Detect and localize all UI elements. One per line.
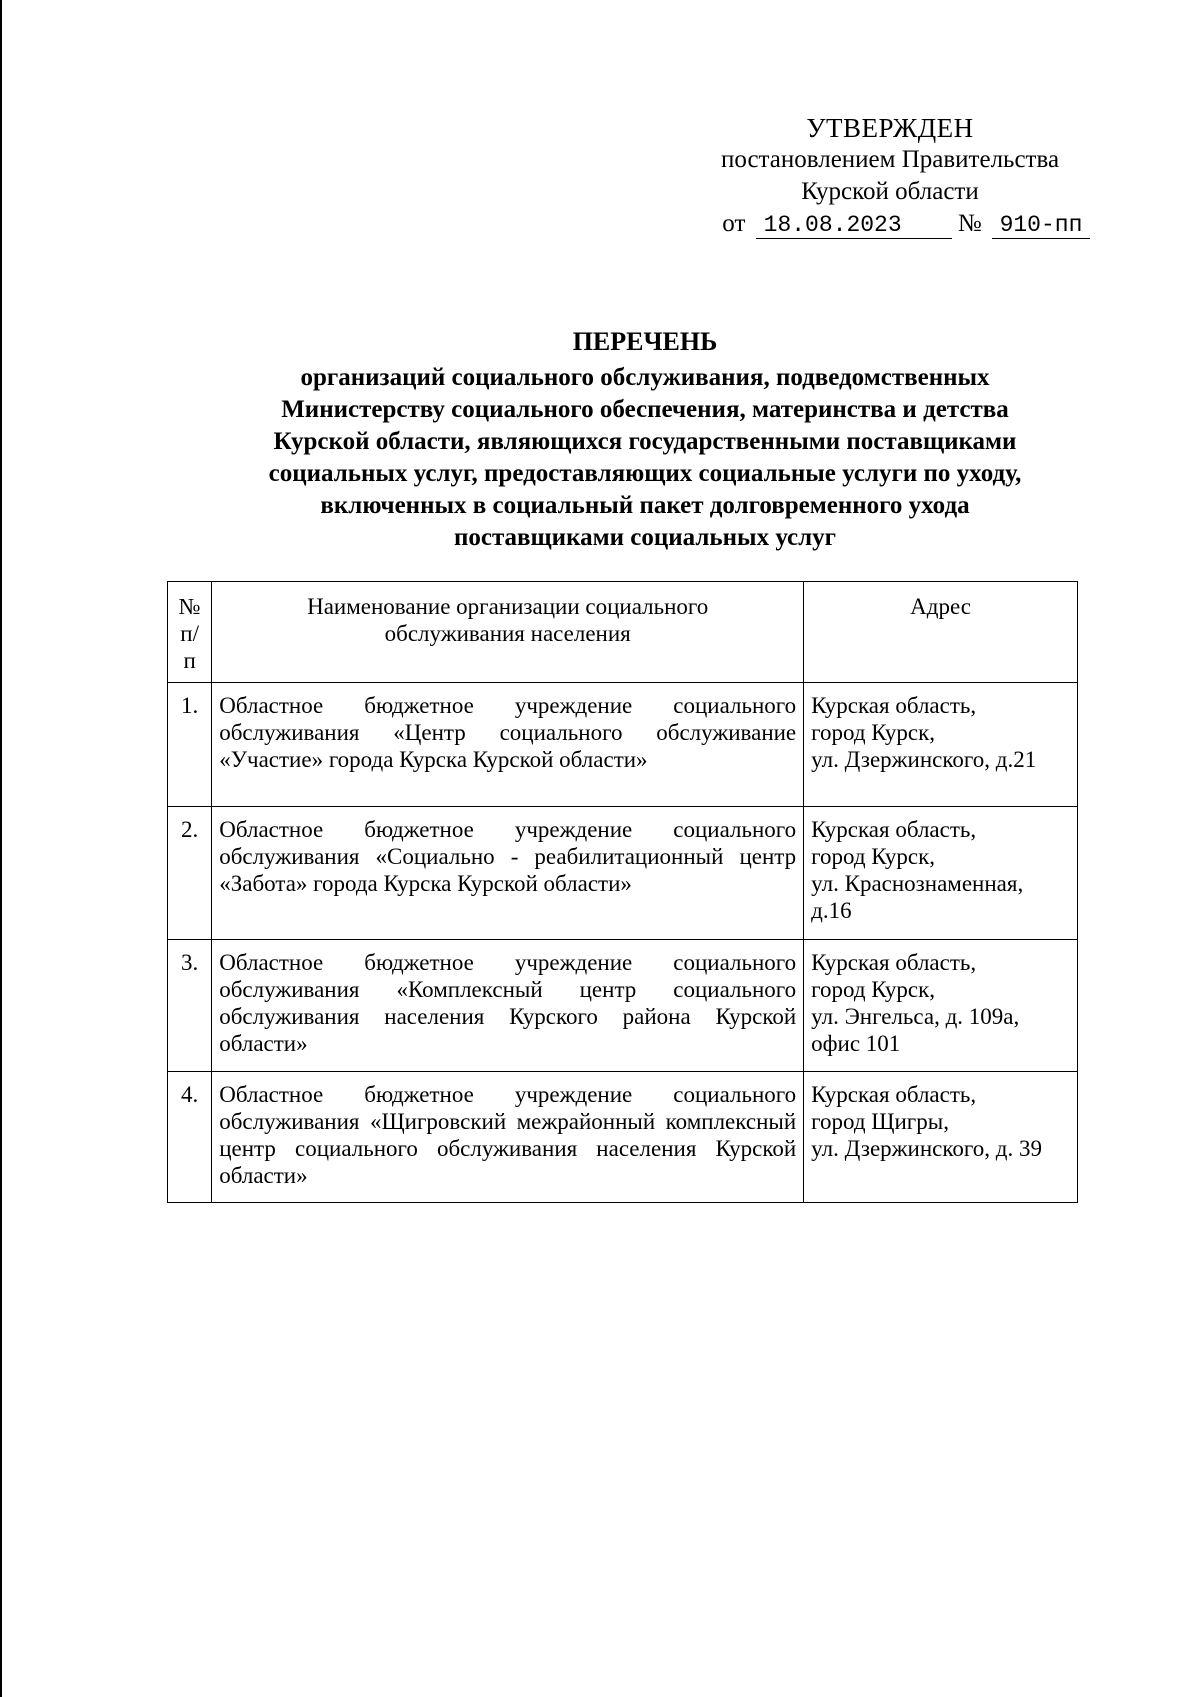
heading-line: включенных в социальный пакет долговременного ухода [320,492,970,519]
header-number [168,582,212,683]
heading-line: организаций социального обслуживания, подведомственных [300,364,990,391]
organizations-table [167,581,1078,1203]
header-name-line-2: обслуживания населения [384,621,631,646]
organization-name: Областное бюджетное учреждение социального обслуживания «Центр социального обслуживание «Участие» города Курска Курской области» [212,683,804,807]
address-line: Курская область, [811,693,977,718]
table-row [168,1072,1078,1203]
row-number: 3. [168,940,212,1072]
address-line: д.16 [811,898,852,923]
number-prefix: № [957,210,982,237]
approval-date-number-row [690,208,1090,240]
date-prefix: от [722,210,746,237]
heading-line: Курской области, являющихся государственными поставщиками [273,428,1017,455]
address-line: ул. Дзержинского, д.21 [811,747,1037,772]
address-line: город Щигры, [811,1109,949,1134]
address-line: город Курск, [811,844,936,869]
address-line: ул. Дзержинского, д. 39 [811,1136,1042,1161]
address-line: офис 101 [811,1031,901,1056]
header-name [212,582,804,683]
heading-line: социальных услуг, предоставляющих социальные услуги по уходу, [268,460,1022,487]
address-line: Курская область, [811,817,977,842]
heading-line: Министерству социального обеспечения, материнства и детства [281,396,1009,423]
approval-stamp [690,112,1090,240]
approval-date: 18.08.2023 [756,212,952,239]
organization-name: Областное бюджетное учреждение социального обслуживания «Комплексный центр социального обслуживания населения Курского района Курской области» [212,940,804,1072]
row-number: 2. [168,807,212,940]
address-line: город Курск, [811,720,936,745]
address-line: Курская область, [811,950,977,975]
approval-title: УТВЕРЖДЕН [806,113,974,143]
table-header-row [168,582,1078,683]
document-heading [170,326,1120,554]
organization-address [804,807,1078,940]
header-address: Адрес [804,582,1078,683]
table-row [168,807,1078,940]
address-line: ул. Краснознаменная, [811,871,1024,896]
approval-line-2: Курской области [801,178,979,205]
address-line: город Курск, [811,977,936,1002]
organization-name: Областное бюджетное учреждение социального обслуживания «Социально - реабилитационный центр «Забота» города Курска Курской области» [212,807,804,940]
header-name-line-1: Наименование организации социального [307,594,709,619]
address-line: ул. Энгельса, д. 109а, [811,1004,1020,1029]
heading-line: поставщиками социальных услуг [453,524,837,551]
table-row [168,683,1078,807]
organization-name: Областное бюджетное учреждение социального обслуживания «Щигровский межрайонный комплексный центр социального обслуживания населения Курской области» [212,1072,804,1203]
scan-edge-line [0,0,2,1697]
table-row [168,940,1078,1072]
header-number-line-1: № [178,594,201,619]
approval-line-1: постановлением Правительства [720,146,1060,173]
row-number: 1. [168,683,212,807]
document-title: ПЕРЕЧЕНЬ [572,327,718,356]
row-number: 4. [168,1072,212,1203]
approval-number: 910-пп [992,212,1090,239]
organization-address [804,683,1078,807]
header-number-line-2: п/п [180,621,199,673]
organization-address [804,1072,1078,1203]
organization-address [804,940,1078,1072]
address-line: Курская область, [811,1082,977,1107]
